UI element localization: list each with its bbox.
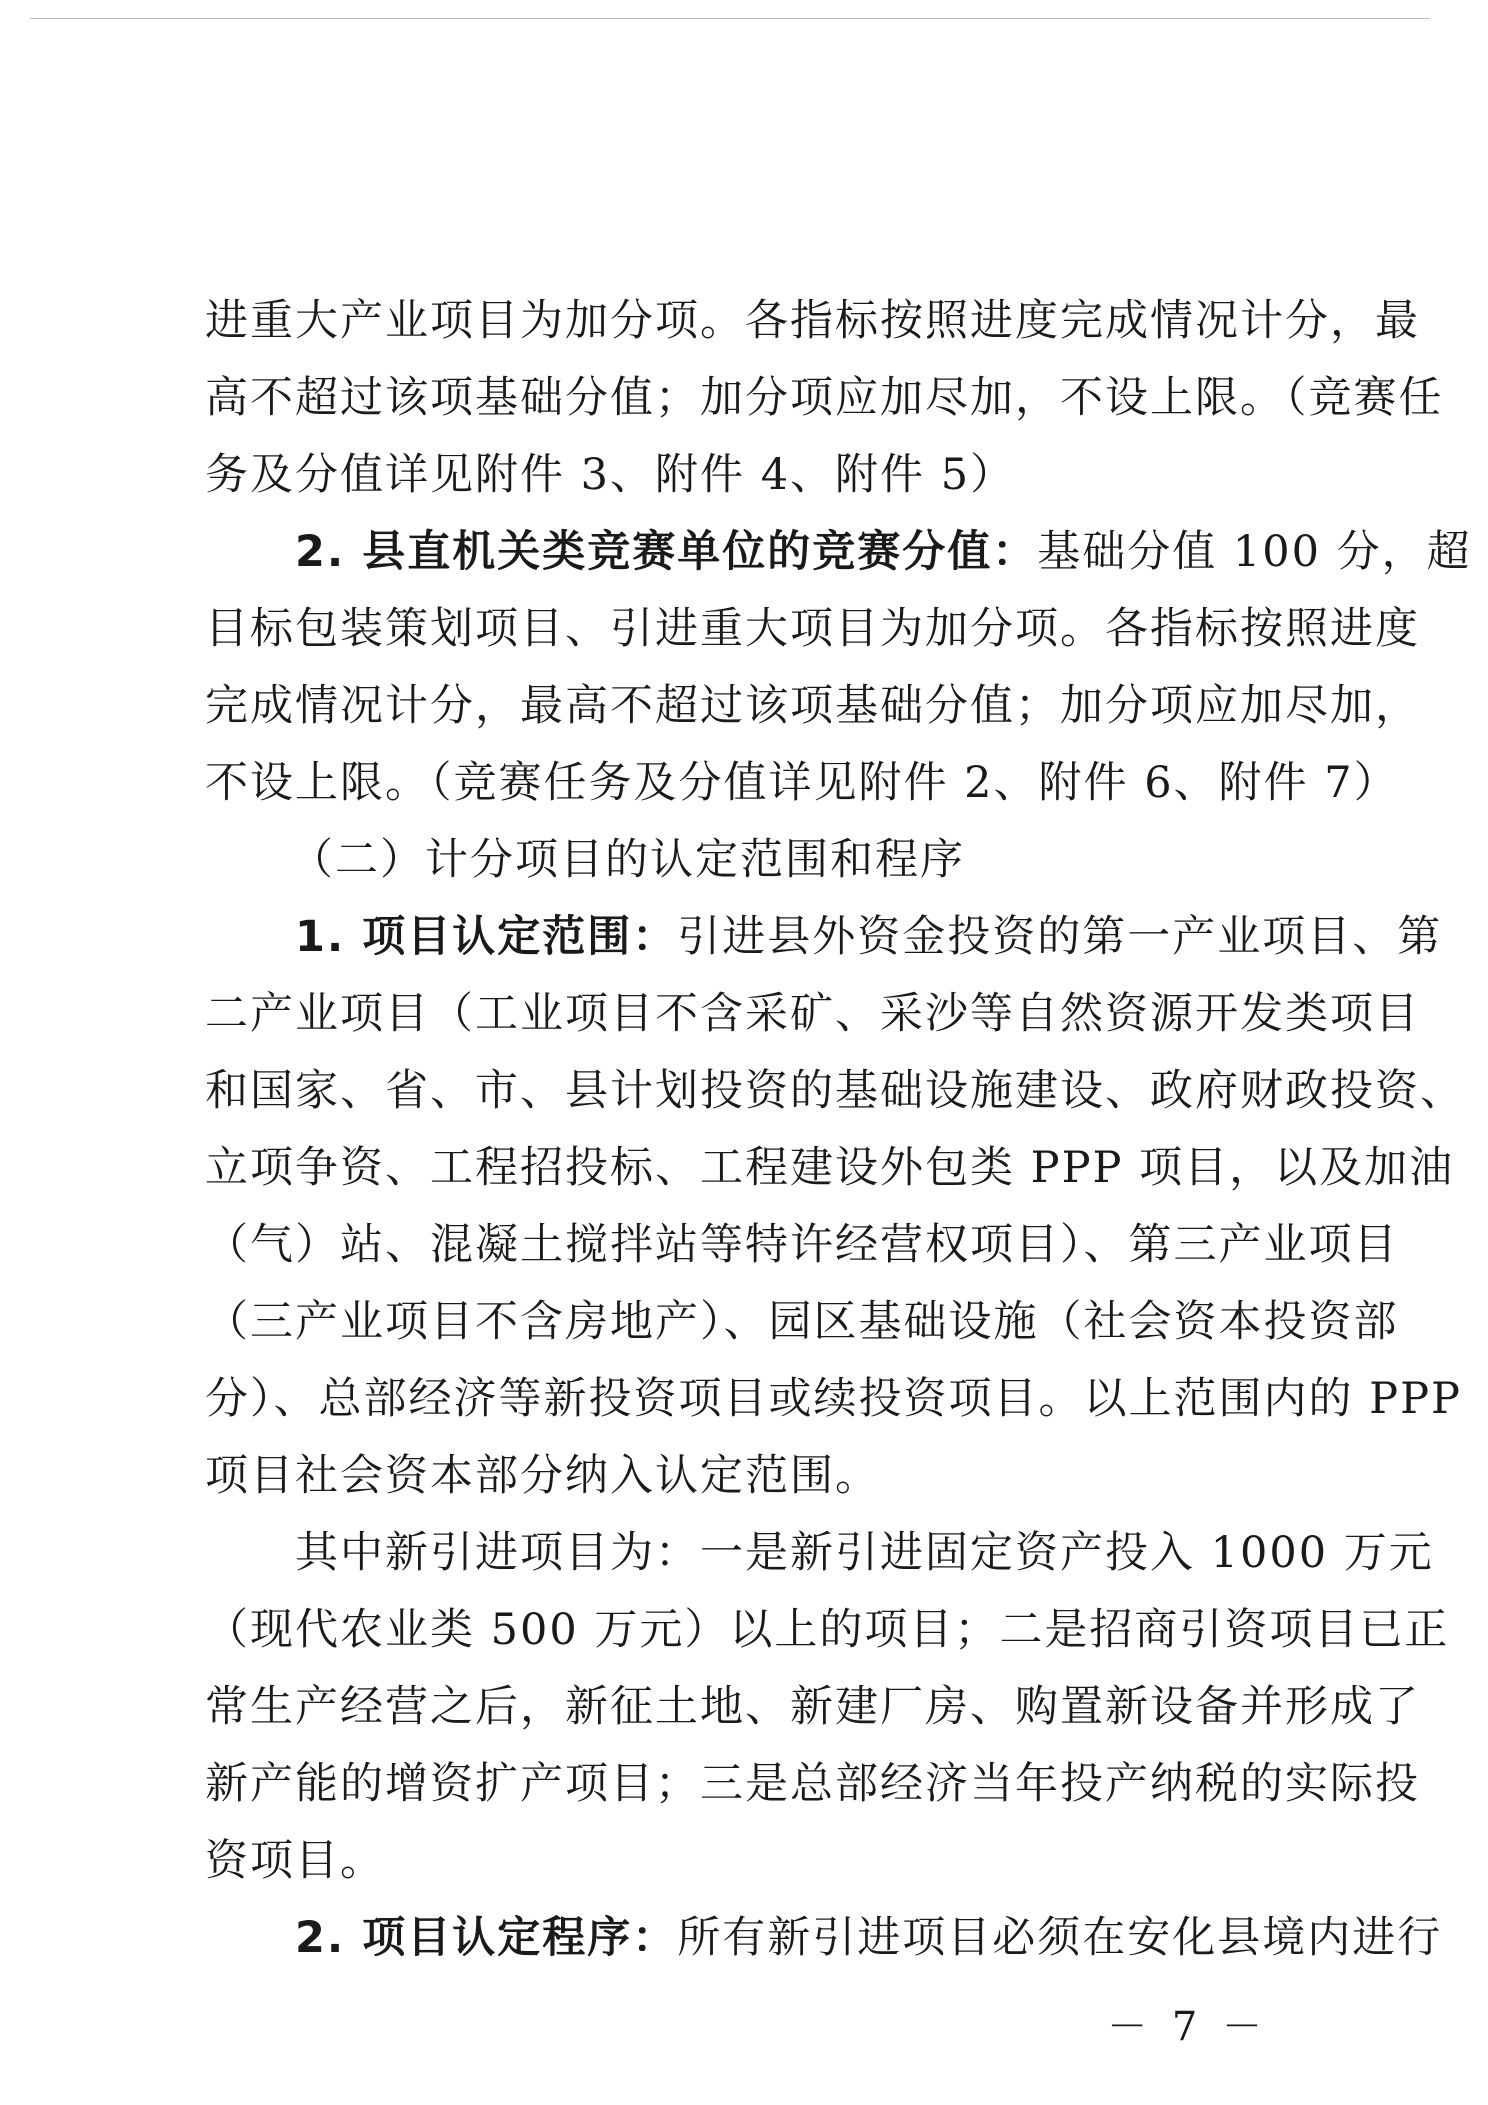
procedure-text: 所有新引进项目必须在安化县境内进行	[677, 1913, 1443, 1963]
procedure-first-line	[295, 1902, 1443, 1974]
page-number: － 7 －	[1107, 2004, 1268, 2050]
item2-first-line	[295, 516, 1472, 588]
scope-heading: 1. 项目认定范围：	[295, 912, 678, 962]
scope-first-line	[295, 901, 1443, 973]
scan-artifact	[30, 18, 1430, 19]
paragraph-line: 二产业项目（工业项目不含采矿、采沙等自然资源开发类项目	[205, 989, 1420, 1039]
item2-text: 基础分值 100 分，超	[1037, 527, 1472, 577]
paragraph-line: 新产能的增资扩产项目；三是总部经济当年投产纳税的实际投	[205, 1759, 1420, 1809]
paragraph-line: 务及分值详见附件 3、附件 4、附件 5）	[205, 450, 1016, 500]
item2-heading: 2. 县直机关类竞赛单位的竞赛分值：	[295, 527, 1038, 577]
paragraph-line: 其中新引进项目为：一是新引进固定资产投入 1000 万元	[295, 1528, 1434, 1578]
paragraph-line: 进重大产业项目为加分项。各指标按照进度完成情况计分，最	[205, 296, 1420, 346]
paragraph-line: 完成情况计分，最高不超过该项基础分值；加分项应加尽加，	[205, 681, 1420, 731]
paragraph-line: 立项争资、工程招投标、工程建设外包类 PPP 项目，以及加油	[205, 1143, 1455, 1193]
procedure-heading: 2. 项目认定程序：	[295, 1913, 678, 1963]
scope-text: 引进县外资金投资的第一产业项目、第	[677, 912, 1443, 962]
paragraph-line: （现代农业类 500 万元）以上的项目；二是招商引资项目已正	[205, 1605, 1450, 1655]
paragraph-line: 分）、总部经济等新投资项目或续投资项目。以上范围内的 PPP	[205, 1374, 1462, 1424]
paragraph-line: 目标包装策划项目、引进重大项目为加分项。各指标按照进度	[205, 604, 1420, 654]
paragraph-line: 不设上限。（竞赛任务及分值详见附件 2、附件 6、附件 7）	[205, 758, 1399, 808]
paragraph-line: （气）站、混凝土搅拌站等特许经营权项目）、第三产业项目	[205, 1220, 1399, 1270]
paragraph-line: 高不超过该项基础分值；加分项应加尽加，不设上限。（竞赛任	[205, 373, 1444, 423]
paragraph-line: 项目社会资本部分纳入认定范围。	[205, 1451, 880, 1501]
paragraph-line: 资项目。	[205, 1836, 385, 1886]
paragraph-line: 常生产经营之后，新征土地、新建厂房、购置新设备并形成了	[205, 1682, 1420, 1732]
paragraph-line: 和国家、省、市、县计划投资的基础设施建设、政府财政投资、	[205, 1066, 1465, 1116]
section-title: （二）计分项目的认定范围和程序	[290, 835, 965, 885]
paragraph-line: （三产业项目不含房地产）、园区基础设施（社会资本投资部	[205, 1297, 1399, 1347]
